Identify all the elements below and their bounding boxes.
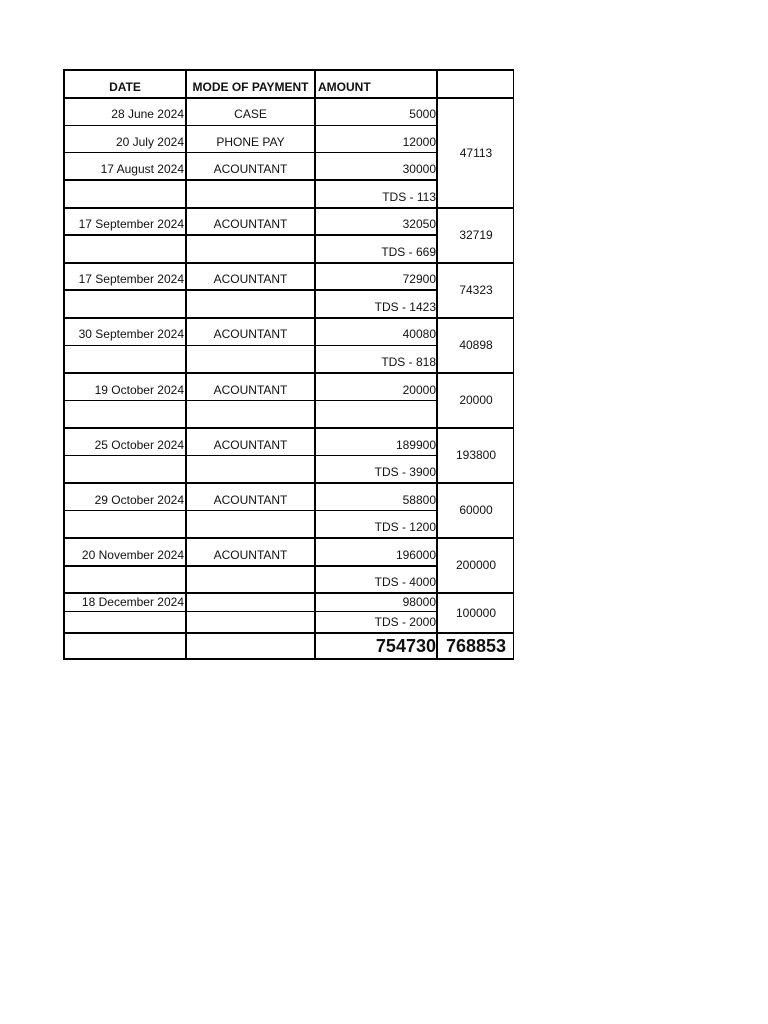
mode-cell: ACOUNTANT xyxy=(213,438,288,452)
group-total-cell: 200000 xyxy=(455,558,497,572)
group-divider xyxy=(63,262,514,264)
column-border xyxy=(185,69,187,659)
row-divider xyxy=(63,179,438,181)
group-divider xyxy=(63,427,514,429)
tds-cell: TDS - 2000 xyxy=(374,615,436,629)
tds-cell: TDS - 3900 xyxy=(374,465,436,479)
group-total-cell: 40898 xyxy=(459,338,493,352)
group-divider xyxy=(63,372,514,374)
table-bottom-border xyxy=(63,658,514,660)
tds-cell: TDS - 4000 xyxy=(374,575,436,589)
group-total-cell: 100000 xyxy=(455,606,497,620)
date-cell: 20 July 2024 xyxy=(115,135,184,149)
mode-cell: ACOUNTANT xyxy=(213,272,288,286)
row-divider xyxy=(63,289,438,291)
mode-cell: ACOUNTANT xyxy=(213,548,288,562)
amount-cell: 5000 xyxy=(409,107,436,121)
amount-cell: 196000 xyxy=(395,548,436,562)
table-top-border xyxy=(63,69,514,71)
mode-cell xyxy=(187,614,314,630)
row-divider xyxy=(63,611,438,612)
group-total-cell: 47113 xyxy=(459,146,493,160)
date-cell: 19 October 2024 xyxy=(94,383,184,397)
date-cell: 30 September 2024 xyxy=(78,327,184,341)
group-divider xyxy=(63,317,514,319)
tds-cell: TDS - 818 xyxy=(381,355,436,369)
amount-cell: 32050 xyxy=(402,217,436,231)
tds-cell: TDS - 113 xyxy=(382,190,436,204)
row-divider xyxy=(63,510,438,511)
tds-cell: TDS - 669 xyxy=(381,245,436,259)
date-cell: 18 December 2024 xyxy=(81,595,184,609)
payment-table xyxy=(63,69,514,659)
date-cell: 17 September 2024 xyxy=(78,217,184,231)
date-cell: 25 October 2024 xyxy=(94,438,184,452)
row-divider xyxy=(63,234,438,236)
mode-cell: PHONE PAY xyxy=(216,135,285,149)
group-total-cell: 74323 xyxy=(459,283,493,297)
date-cell: 29 October 2024 xyxy=(94,493,184,507)
amount-cell: 98000 xyxy=(402,595,436,609)
group-total-cell: 20000 xyxy=(459,393,493,407)
row-divider xyxy=(63,455,438,456)
mode-cell: ACOUNTANT xyxy=(213,493,288,507)
column-border xyxy=(436,69,438,659)
header-amount: AMOUNT xyxy=(318,80,371,94)
column-border xyxy=(63,69,65,659)
mode-cell xyxy=(187,594,314,610)
date-cell: 28 June 2024 xyxy=(111,107,184,121)
tds-cell: TDS - 1423 xyxy=(374,300,436,314)
row-divider xyxy=(63,125,438,126)
date-cell: 17 September 2024 xyxy=(78,272,184,286)
date-cell: 17 August 2024 xyxy=(100,162,184,176)
amount-cell: 72900 xyxy=(402,272,436,286)
header-bottom-border xyxy=(63,97,514,99)
mode-cell: ACOUNTANT xyxy=(213,162,288,176)
row-divider xyxy=(63,345,438,346)
group-divider xyxy=(63,482,514,484)
column-border xyxy=(314,69,316,659)
row-divider xyxy=(63,152,438,153)
group-total-cell: 32719 xyxy=(459,228,493,242)
header-mode-of-payment: MODE OF PAYMENT xyxy=(192,80,309,94)
amount-cell: 40080 xyxy=(402,327,436,341)
amount-cell: 20000 xyxy=(402,383,436,397)
tds-cell: TDS - 1200 xyxy=(374,520,436,534)
date-cell: 20 November 2024 xyxy=(81,548,184,562)
amount-cell: 58800 xyxy=(402,493,436,507)
mode-cell: CASE xyxy=(234,107,267,121)
mode-cell: ACOUNTANT xyxy=(213,383,288,397)
column-border xyxy=(513,69,514,659)
amount-cell: 30000 xyxy=(402,162,436,176)
grand-amount-total: 754730 xyxy=(375,636,436,656)
group-total-cell: 60000 xyxy=(459,503,493,517)
header-date: DATE xyxy=(109,80,141,94)
grand-total: 768853 xyxy=(445,636,507,656)
amount-cell: 12000 xyxy=(402,135,436,149)
amount-cell: 189900 xyxy=(395,438,436,452)
mode-cell: ACOUNTANT xyxy=(213,217,288,231)
group-divider xyxy=(63,592,514,594)
mode-cell: ACOUNTANT xyxy=(213,327,288,341)
row-divider xyxy=(63,565,438,567)
group-divider xyxy=(63,207,514,209)
group-total-cell: 193800 xyxy=(455,448,497,462)
row-divider xyxy=(63,400,438,401)
group-divider xyxy=(63,537,514,539)
total-top-border xyxy=(63,632,514,634)
date-cell xyxy=(63,614,184,630)
